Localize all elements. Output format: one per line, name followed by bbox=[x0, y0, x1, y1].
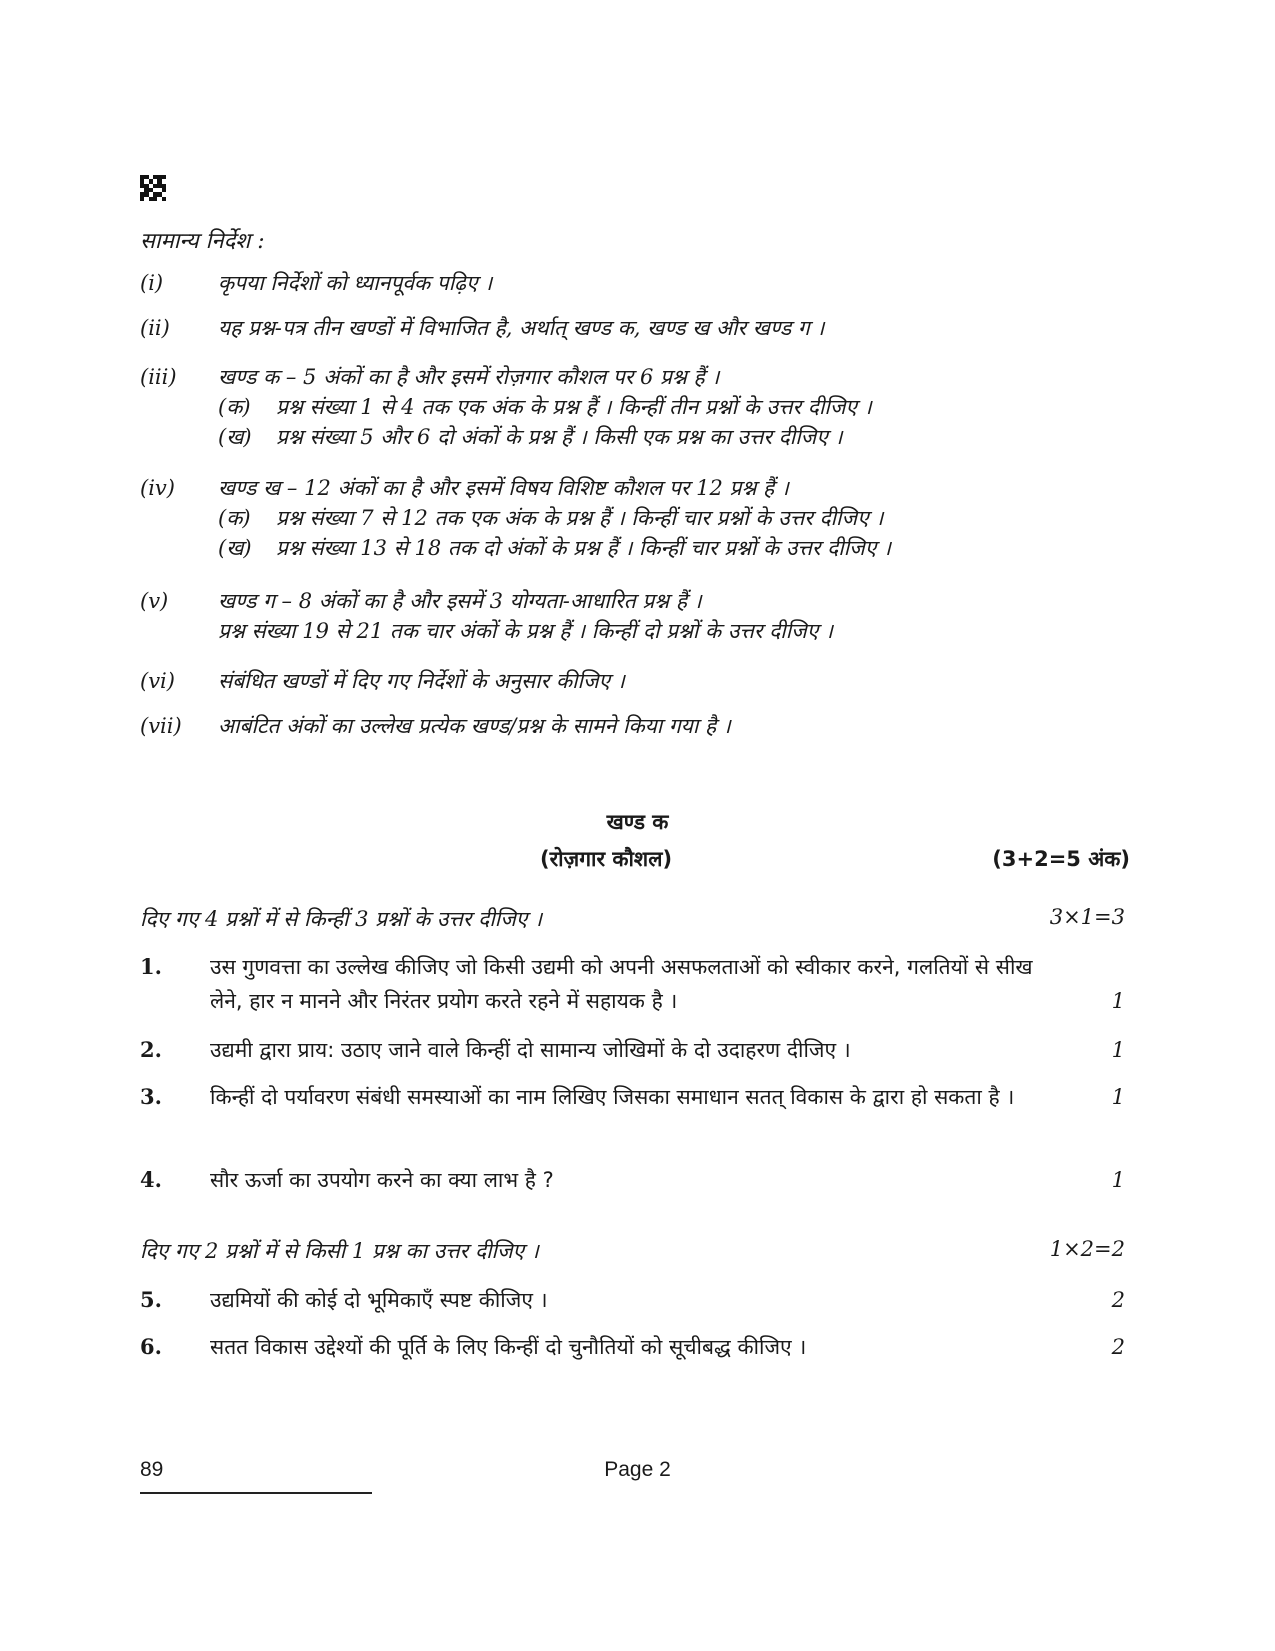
page-number: Page 2 bbox=[604, 1458, 671, 1481]
instruction-text: खण्ड क – 5 अंकों का है और इसमें रोज़गार कौशल पर 6 प्रश्न हैं । bbox=[218, 365, 720, 389]
instruction-number: (v) bbox=[140, 589, 169, 613]
question-marks: 2 bbox=[1111, 1288, 1125, 1312]
sub-label: (क) bbox=[218, 395, 251, 419]
footer-divider bbox=[140, 1492, 372, 1494]
instruction-number: (i) bbox=[140, 271, 164, 295]
question-text: उस गुणवत्ता का उल्लेख कीजिए जो किसी उद्यमी को अपनी असफलताओं को स्वीकार करने, गलतियों से सीख लेने, हार न मानने और निरंतर प्रयोग करते रहने में सहायक है । bbox=[210, 955, 1033, 1013]
question-text: उद्यमियों की कोई दो भूमिकाएँ स्पष्ट कीजिए । bbox=[210, 1288, 548, 1312]
instruction-sub bbox=[218, 503, 1100, 533]
question-marks: 1 bbox=[1111, 1038, 1125, 1062]
question-text: सतत विकास उद्देश्यों की पूर्ति के लिए किन्हीं दो चुनौतियों को सूचीबद्ध कीजिए । bbox=[210, 1335, 807, 1359]
instruction-sub bbox=[218, 533, 1100, 563]
choice-marks: 3×1=3 bbox=[1049, 905, 1125, 929]
question-marks: 1 bbox=[1111, 1168, 1125, 1192]
question-number: 6. bbox=[140, 1334, 162, 1359]
instruction-number: (iii) bbox=[140, 365, 177, 389]
instruction-item bbox=[140, 666, 1100, 696]
question-text: उद्यमी द्वारा प्राय: उठाए जाने वाले किन्हीं दो सामान्य जोखिमों के दो उदाहरण दीजिए । bbox=[210, 1038, 851, 1062]
question-number: 2. bbox=[140, 1037, 162, 1062]
sub-label: (क) bbox=[218, 506, 251, 530]
question-marks: 1 bbox=[1111, 1085, 1125, 1109]
instruction-text: कृपया निर्देशों को ध्यानपूर्वक पढ़िए । bbox=[218, 271, 493, 295]
instruction-text: आबंटित अंकों का उल्लेख प्रत्येक खण्ड/प्रश्न के सामने किया गया है । bbox=[218, 714, 731, 738]
paper-code: 89 bbox=[140, 1458, 164, 1481]
question-text: सौर ऊर्जा का उपयोग करने का क्या लाभ है ? bbox=[210, 1168, 554, 1192]
question bbox=[140, 950, 1125, 1018]
sub-label: (ख) bbox=[218, 425, 252, 449]
question bbox=[140, 1080, 1125, 1114]
instruction-item bbox=[140, 711, 1100, 741]
instruction-number: (vii) bbox=[140, 714, 182, 738]
question bbox=[140, 1283, 1125, 1317]
sub-text: प्रश्न संख्या 13 से 18 तक दो अंकों के प्रश्न हैं । किन्हीं चार प्रश्नों के उत्तर दीजिए । bbox=[276, 536, 891, 560]
instruction-number: (ii) bbox=[140, 316, 170, 340]
instruction-text: खण्ड ग – 8 अंकों का है और इसमें 3 योग्यता-आधारित प्रश्न हैं । bbox=[218, 589, 702, 613]
instruction-number: (iv) bbox=[140, 476, 175, 500]
instruction-item bbox=[140, 313, 1100, 343]
qr-code-icon bbox=[140, 175, 166, 201]
instruction-number: (vi) bbox=[140, 669, 175, 693]
instruction-sub bbox=[218, 392, 1100, 422]
choice-instruction bbox=[140, 905, 1125, 933]
sub-text: प्रश्न संख्या 7 से 12 तक एक अंक के प्रश्न हैं । किन्हीं चार प्रश्नों के उत्तर दीजिए । bbox=[276, 506, 884, 530]
instruction-item bbox=[140, 586, 1100, 646]
choice-text: दिए गए 2 प्रश्नों में से किसी 1 प्रश्न का उत्तर दीजिए । bbox=[140, 1239, 539, 1263]
instruction-sub bbox=[218, 422, 1100, 452]
sub-text: प्रश्न संख्या 1 से 4 तक एक अंक के प्रश्न हैं । किन्हीं तीन प्रश्नों के उत्तर दीजिए । bbox=[276, 395, 872, 419]
question-number: 1. bbox=[140, 954, 162, 979]
question bbox=[140, 1330, 1125, 1364]
question bbox=[140, 1033, 1125, 1067]
instruction-item bbox=[140, 268, 1100, 298]
instruction-item bbox=[140, 362, 1100, 452]
section-title: खण्ड क bbox=[606, 810, 669, 834]
question bbox=[140, 1163, 1125, 1197]
section-subtitle: (रोज़गार कौशल) bbox=[540, 847, 673, 871]
question-marks: 1 bbox=[1111, 989, 1125, 1013]
instruction-item bbox=[140, 473, 1100, 563]
general-instructions-heading: सामान्य निर्देश : bbox=[140, 229, 265, 254]
sub-text: प्रश्न संख्या 5 और 6 दो अंकों के प्रश्न हैं । किसी एक प्रश्न का उत्तर दीजिए । bbox=[276, 425, 843, 449]
choice-instruction bbox=[140, 1237, 1125, 1265]
question-number: 4. bbox=[140, 1167, 162, 1192]
instruction-text: संबंधित खण्डों में दिए गए निर्देशों के अनुसार कीजिए । bbox=[218, 669, 625, 693]
choice-marks: 1×2=2 bbox=[1049, 1237, 1125, 1261]
question-text: किन्हीं दो पर्यावरण संबंधी समस्याओं का नाम लिखिए जिसका समाधान सतत् विकास के द्वारा हो सकता है । bbox=[210, 1085, 1015, 1109]
instruction-text: खण्ड ख – 12 अंकों का है और इसमें विषय विशिष्ट कौशल पर 12 प्रश्न हैं । bbox=[218, 476, 789, 500]
instruction-text-line2: प्रश्न संख्या 19 से 21 तक चार अंकों के प्रश्न हैं । किन्हीं दो प्रश्नों के उत्तर दीजिए । bbox=[218, 619, 833, 643]
question-number: 5. bbox=[140, 1287, 162, 1312]
sub-label: (ख) bbox=[218, 536, 252, 560]
section-marks: (3+2=5 अंक) bbox=[992, 847, 1130, 871]
instruction-text: यह प्रश्न-पत्र तीन खण्डों में विभाजित है, अर्थात् खण्ड क, खण्ड ख और खण्ड ग । bbox=[218, 316, 825, 340]
choice-text: दिए गए 4 प्रश्नों में से किन्हीं 3 प्रश्नों के उत्तर दीजिए । bbox=[140, 907, 543, 931]
question-marks: 2 bbox=[1111, 1335, 1125, 1359]
question-number: 3. bbox=[140, 1084, 162, 1109]
